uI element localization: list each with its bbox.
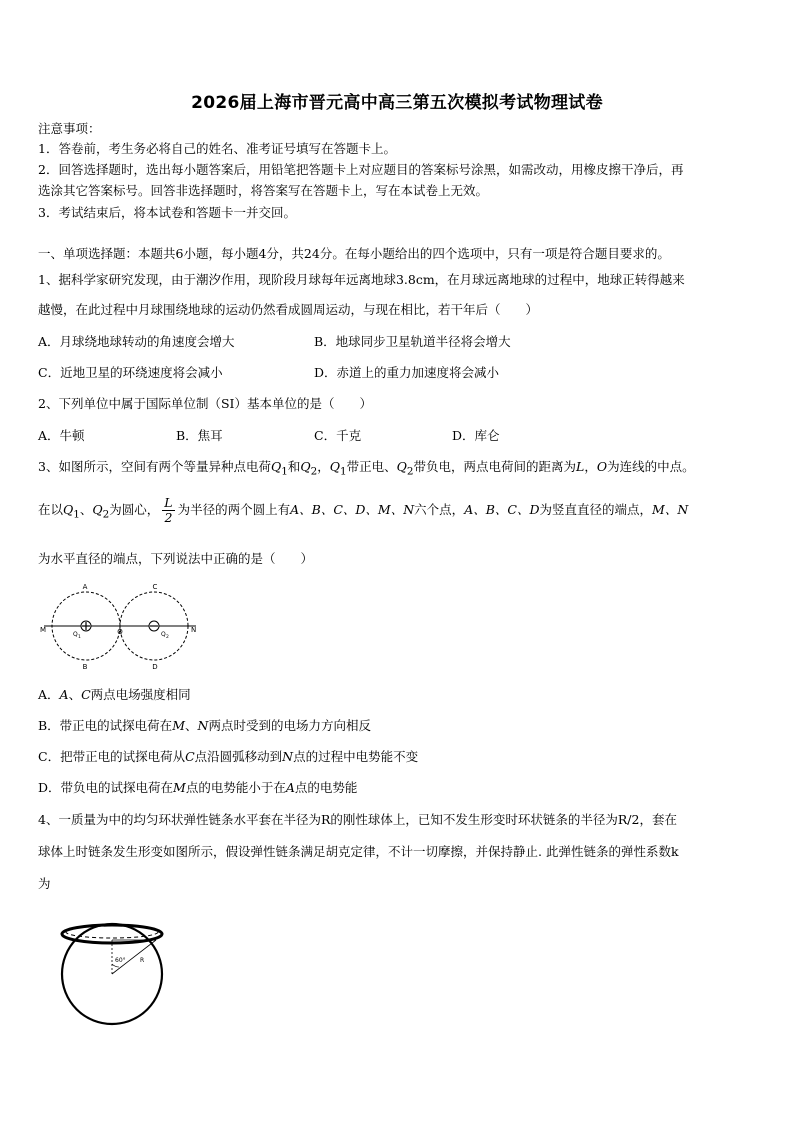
angle-label: 60° [115,957,126,964]
q1-option-a: A．月球绕地球转动的角速度会增大 [38,334,235,349]
section-heading: 一、单项选择题：本题共6小题，每小题4分，共24分。在每小题给出的四个选项中，只有一项是符合题目要求的。 [38,246,670,261]
q1-stem-line-1: 1、据科学家研究发现，由于潮汐作用，现阶段月球每年远离地球3.8cm，在月球远离地球的过程中，地球正转得越来 [38,272,685,287]
q3-stem-line-1: 3、如图所示，空间有两个等量异种点电荷$Q_1$和$Q_2$，$Q_1$带正电、$Q_2$带负电，两点电荷间的距离为L，O为连线的中点。 [38,459,695,478]
q1-stem-line-2: 越慢，在此过程中月球围绕地球的运动仍然看成圆周运动，与现在相比，若干年后（ ） [38,302,539,317]
q4-figure-sphere-with-chain [54,904,176,1032]
notice-item-1: 1．答卷前，考生务必将自己的姓名、准考证号填写在答题卡上。 [38,141,396,156]
label-n: N [191,626,197,634]
q3-option-c: C．把带正电的试探电荷从C点沿圆弧移动到N点的过程中电势能不变 [38,749,419,764]
q3-option-a: A．A、C两点电场强度相同 [38,687,191,702]
q1-option-d: D．赤道上的重力加速度将会减小 [314,365,500,380]
label-q1: Q [73,631,78,638]
label-q2-sub: 2 [166,635,169,640]
q1-option-b: B．地球同步卫星轨道半径将会增大 [314,334,511,349]
q3-option-d: D．带负电的试探电荷在M点的电势能小于在A点的电势能 [38,780,358,795]
label-q2: Q [161,631,166,638]
q4-stem-line-2: 球体上时链条发生形变如图所示，假设弹性链条满足胡克定律，不计一切摩擦，并保持静止. 此弹性链条的弹性系数k [38,844,679,859]
radius-label: R [140,957,145,964]
q2-option-d: D．库仑 [452,428,500,443]
q3-option-b: B．带正电的试探电荷在M、N两点时受到的电场力方向相反 [38,718,371,733]
label-c: C [152,583,158,591]
notice-heading: 注意事项： [38,121,101,136]
q4-stem-line-3: 为 [38,876,51,891]
label-m: M [40,626,47,634]
label-d: D [152,663,158,671]
page-title: 2026届上海市晋元高中高三第五次模拟考试物理试卷 [191,93,603,113]
q4-stem-line-1: 4、一质量为中的均匀环状弹性链条水平套在半径为R的刚性球体上，已知不发生形变时环状链条的半径为R/2，套在 [38,812,677,827]
label-a: A [82,583,88,591]
notice-item-3: 3．考试结束后，将本试卷和答题卡一并交回。 [38,205,296,220]
q2-option-c: C．千克 [314,428,362,443]
q1-option-c: C．近地卫星的环绕速度将会减小 [38,365,223,380]
q2-option-a: A．牛顿 [38,428,85,443]
label-q1-sub: 1 [78,635,81,640]
q3-stem-line-3: 为水平直径的端点，下列说法中正确的是（ ） [38,551,314,566]
q3-figure-two-circles [36,580,206,672]
fraction-l-over-2: $\frac{L}{2}$ [164,495,173,525]
label-o: O [117,628,123,636]
q2-stem: 2、下列单位中属于国际单位制（SI）基本单位的是（ ） [38,396,372,411]
q3-stem-line-2: 在以$Q_1$、$Q_2$为圆心， $\frac{L}{2}$ 为半径的两个圆上有A、B、C、D、M、N六个点，A、B、C、D为竖直直径的端点，M、N [38,495,689,525]
notice-item-2: 2．回答选择题时，选出每小题答案后，用铅笔把答题卡上对应题目的答案标号涂黑，如需改动，用橡皮擦干净后，再 [38,162,684,177]
label-b: B [82,663,88,671]
q2-option-b: B．焦耳 [176,428,223,443]
notice-item-2-cont: 选涂其它答案标号。回答非选择题时，将答案写在答题卡上，写在本试卷上无效。 [38,183,489,198]
